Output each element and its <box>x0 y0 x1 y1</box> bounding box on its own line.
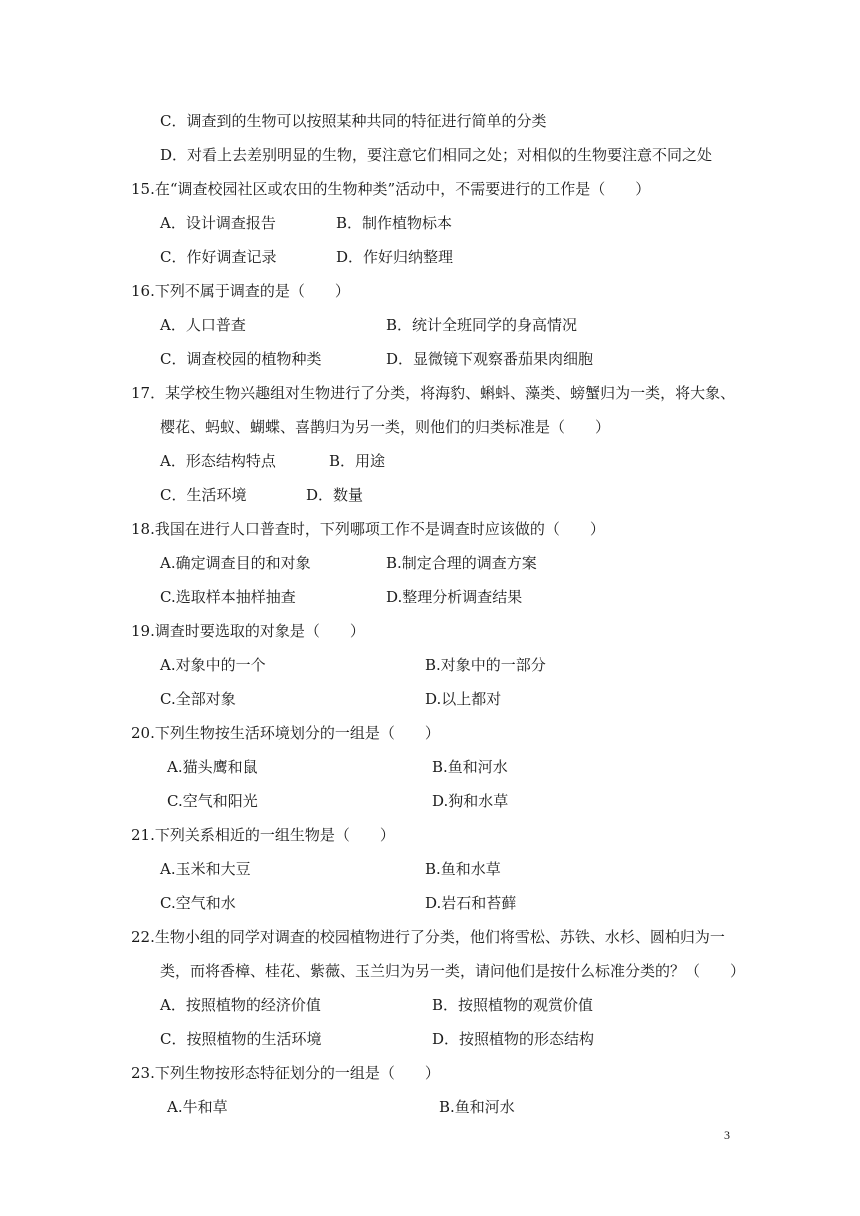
option-d: D.以上都对 <box>425 690 502 708</box>
question-18: 18.我国在进行人口普查时，下列哪项工作不是调查时应该做的（ ） <box>131 520 605 538</box>
question-17: 17．某学校生物兴趣组对生物进行了分类，将海豹、蝌蚪、藻类、螃蟹归为一类，将大象、 <box>131 384 736 402</box>
option-b: B．统计全班同学的身高情况 <box>386 316 578 334</box>
option-a: A．形态结构特点 <box>160 452 276 470</box>
text-line: D．对看上去差别明显的生物，要注意它们相同之处；对相似的生物要注意不同之处 <box>160 146 713 164</box>
option-a: A.猫头鹰和鼠 <box>167 758 258 776</box>
question-19: 19.调查时要选取的对象是（ ） <box>131 622 365 640</box>
option-c: C.空气和水 <box>160 894 236 912</box>
option-a: A.确定调查目的和对象 <box>160 554 311 572</box>
option-b: B.鱼和河水 <box>439 1098 515 1116</box>
question-23: 23.下列生物按形态特征划分的一组是（ ） <box>131 1064 440 1082</box>
option-d: D．按照植物的形态结构 <box>432 1030 595 1048</box>
option-c: C.全部对象 <box>160 690 236 708</box>
question-15: 15.在“调查校园社区或农田的生物种类”活动中，不需要进行的工作是（ ） <box>131 180 651 198</box>
option-c: C.选取样本抽样抽查 <box>160 588 296 606</box>
question-17-cont: 樱花、蚂蚁、蝴蝶、喜鹊归为另一类，则他们的归类标准是（ ） <box>160 418 611 436</box>
option-d: D.狗和水草 <box>432 792 509 810</box>
page-number: 3 <box>724 1128 730 1142</box>
question-21: 21.下列关系相近的一组生物是（ ） <box>131 826 395 844</box>
option-c: C.空气和阳光 <box>167 792 258 810</box>
text-line: C．调查到的生物可以按照某种共同的特征进行简单的分类 <box>160 112 547 130</box>
question-16: 16.下列不属于调查的是（ ） <box>131 282 350 300</box>
option-b: B.制定合理的调查方案 <box>386 554 537 572</box>
option-d: D．数量 <box>306 486 364 504</box>
option-b: B．制作植物标本 <box>336 214 453 232</box>
option-d: D．显微镜下观察番茄果肉细胞 <box>386 350 594 368</box>
option-c: C．调查校园的植物种类 <box>160 350 322 368</box>
option-a: A．设计调查报告 <box>160 214 276 232</box>
option-a: A．人口普查 <box>160 316 246 334</box>
option-b: B．按照植物的观赏价值 <box>432 996 594 1014</box>
option-b: B.鱼和河水 <box>432 758 508 776</box>
option-a: A.牛和草 <box>167 1098 228 1116</box>
option-c: C．按照植物的生活环境 <box>160 1030 322 1048</box>
option-d: D．作好归纳整理 <box>336 248 454 266</box>
option-b: B.对象中的一部分 <box>425 656 546 674</box>
option-c: C．作好调查记录 <box>160 248 277 266</box>
option-a: A.对象中的一个 <box>160 656 266 674</box>
option-b: B.鱼和水草 <box>425 860 501 878</box>
option-d: D.整理分析调查结果 <box>386 588 523 606</box>
option-d: D.岩石和苔藓 <box>425 894 517 912</box>
option-a: A.玉米和大豆 <box>160 860 251 878</box>
question-22-cont: 类，而将香樟、桂花、紫薇、玉兰归为另一类，请问他们是按什么标准分类的？（ ） <box>160 962 746 980</box>
question-20: 20.下列生物按生活环境划分的一组是（ ） <box>131 724 440 742</box>
option-a: A．按照植物的经济价值 <box>160 996 321 1014</box>
option-b: B．用途 <box>329 452 386 470</box>
question-22: 22.生物小组的同学对调查的校园植物进行了分类，他们将雪松、苏铁、水杉、圆柏归为一 <box>131 928 725 946</box>
option-c: C．生活环境 <box>160 486 247 504</box>
